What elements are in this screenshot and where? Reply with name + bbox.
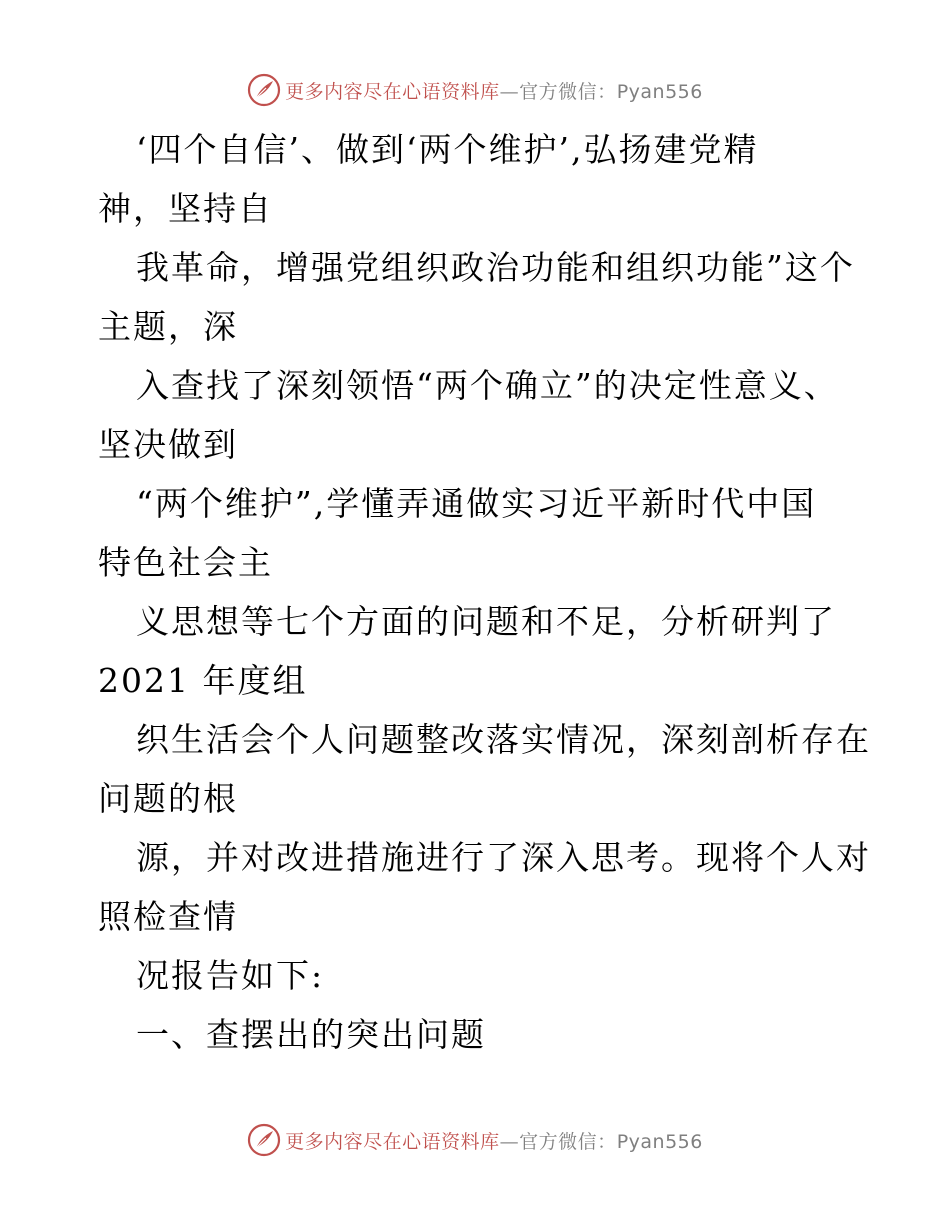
text-line: 我革命，增强党组织政治功能和组织功能”这个 [136,248,855,287]
banner-contact-label: 官方微信： [519,80,617,103]
text-line: 况报告如下: [136,956,325,995]
banner-separator: — [499,80,520,103]
banner-contact-label: 官方微信： [519,1130,617,1153]
text-line: 源，并对改进措施进行了深入思考。现将个人对 [136,838,871,877]
banner-text [285,77,703,104]
header-banner [0,70,950,110]
text-line: 神，坚持自 [98,189,273,228]
feather-logo-icon [247,73,281,107]
text-line: ‘四个自信’、做到‘两个维护’,弘扬建党精 [136,130,759,169]
banner-brand: 更多内容尽在心语资料库 [285,80,500,103]
text-line: 坚决做到 [98,425,238,464]
text-line: 织生活会个人问题整改落实情况，深刻剖析存在 [136,720,871,759]
text-line: 入查找了深刻领悟“两个确立”的决定性意义、 [136,366,839,405]
document-body [98,120,871,1064]
text-line: 特色社会主 [98,543,273,582]
banner-separator: — [499,1130,520,1153]
text-line: 问题的根 [98,779,238,818]
text-line: 主题，深 [98,307,238,346]
footer-banner [0,1120,950,1160]
feather-logo-icon [247,1123,281,1157]
text-line: “两个维护”,学懂弄通做实习近平新时代中国 [136,484,817,523]
text-line: 照检查情 [98,897,238,936]
section-heading: 一、查摆出的突出问题 [136,1015,486,1054]
banner-text [285,1127,703,1154]
banner-contact-id: Pyan556 [616,1130,703,1153]
banner-brand: 更多内容尽在心语资料库 [285,1130,500,1153]
text-line: 2021 年度组 [98,661,308,700]
text-line: 义思想等七个方面的问题和不足，分析研判了 [136,602,836,641]
banner-contact-id: Pyan556 [616,80,703,103]
